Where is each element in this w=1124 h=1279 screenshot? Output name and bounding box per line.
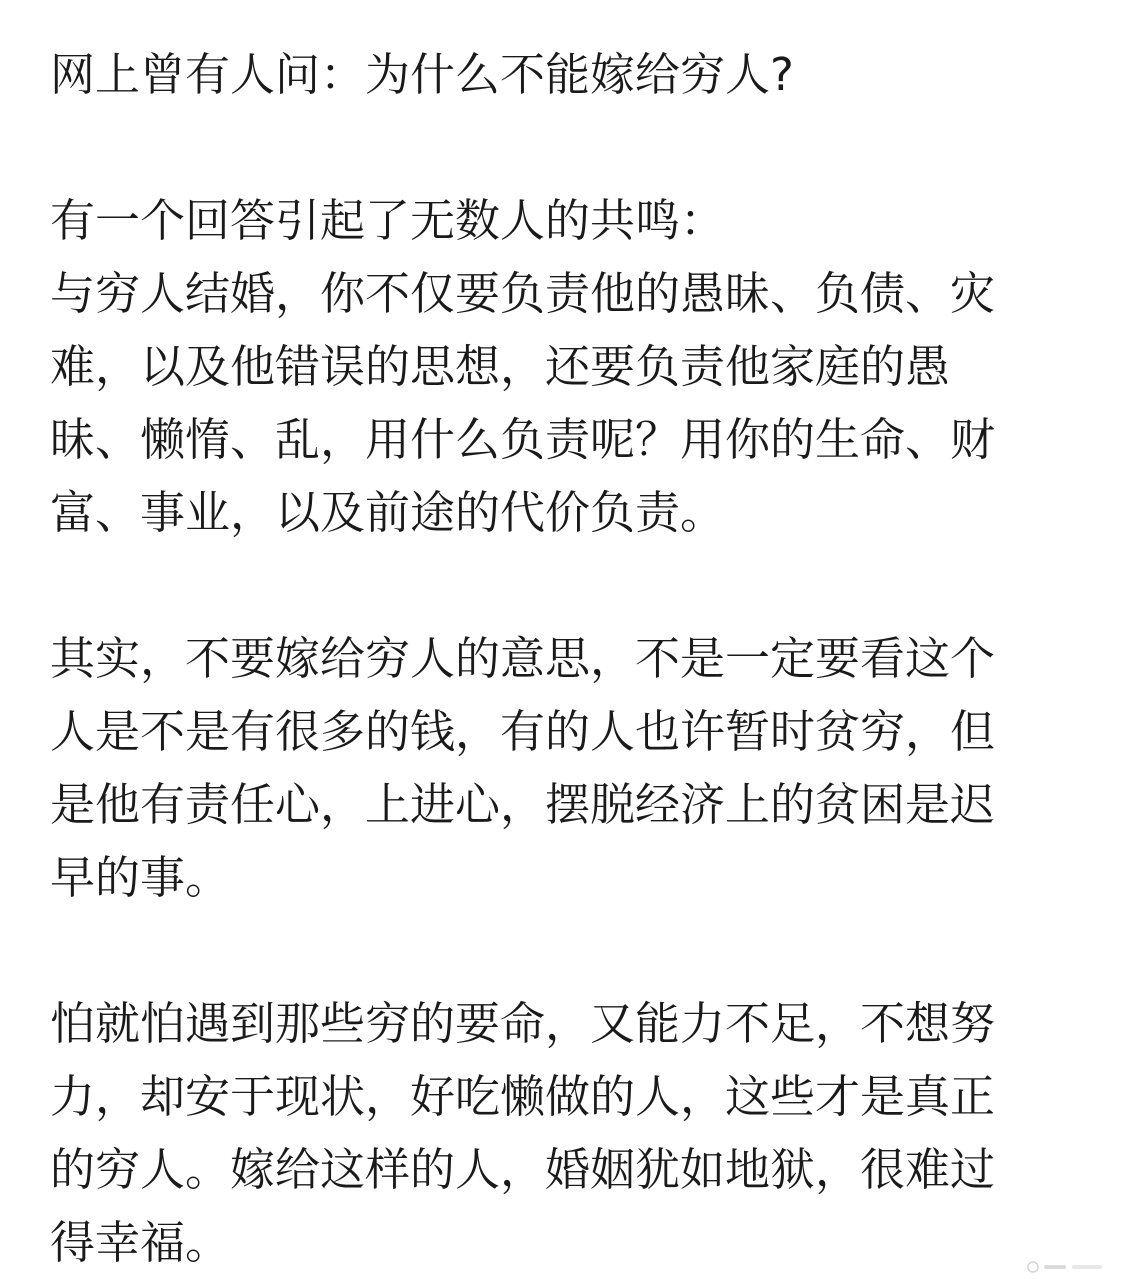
answer-line: 与穷人结婚，你不仅要负责他的愚昧、负债、灾 (50, 267, 996, 320)
answer-intro-line: 有一个回答引起了无数人的共鸣： (50, 194, 726, 247)
answer-paragraph (50, 184, 1080, 549)
article-body (50, 38, 1080, 1279)
paragraph-line: 怕就怕遇到那些穷的要命，又能力不足，不想努 (50, 997, 996, 1050)
answer-line: 难，以及他错误的思想，还要负责他家庭的愚 (50, 340, 951, 393)
paragraph-line: 人是不是有很多的钱，有的人也许暂时贫穷，但 (50, 705, 996, 758)
paragraph-line: 是他有责任心，上进心，摆脱经济上的贫困是迟 (50, 778, 996, 831)
paragraph-gap (50, 111, 1080, 184)
paragraph-line: 得幸福。 (50, 1216, 231, 1269)
watermark-icon (1026, 1260, 1106, 1274)
second-paragraph (50, 622, 1080, 914)
paragraph-gap (50, 914, 1080, 987)
question-line: 网上曾有人问：为什么不能嫁给穷人? (50, 48, 794, 101)
paragraph-line: 力，却安于现状，好吃懒做的人，这些才是真正 (50, 1070, 996, 1123)
paragraph-line: 早的事。 (50, 851, 231, 904)
answer-line: 富、事业，以及前途的代价负责。 (50, 486, 726, 539)
question-paragraph (50, 38, 1080, 111)
paragraph-gap (50, 549, 1080, 622)
third-paragraph (50, 987, 1080, 1279)
answer-line: 昧、懒惰、乱，用什么负责呢？用你的生命、财 (50, 413, 996, 466)
paragraph-line: 其实，不要嫁给穷人的意思，不是一定要看这个 (50, 632, 996, 685)
paragraph-line: 的穷人。嫁给这样的人，婚姻犹如地狱，很难过 (50, 1143, 996, 1196)
